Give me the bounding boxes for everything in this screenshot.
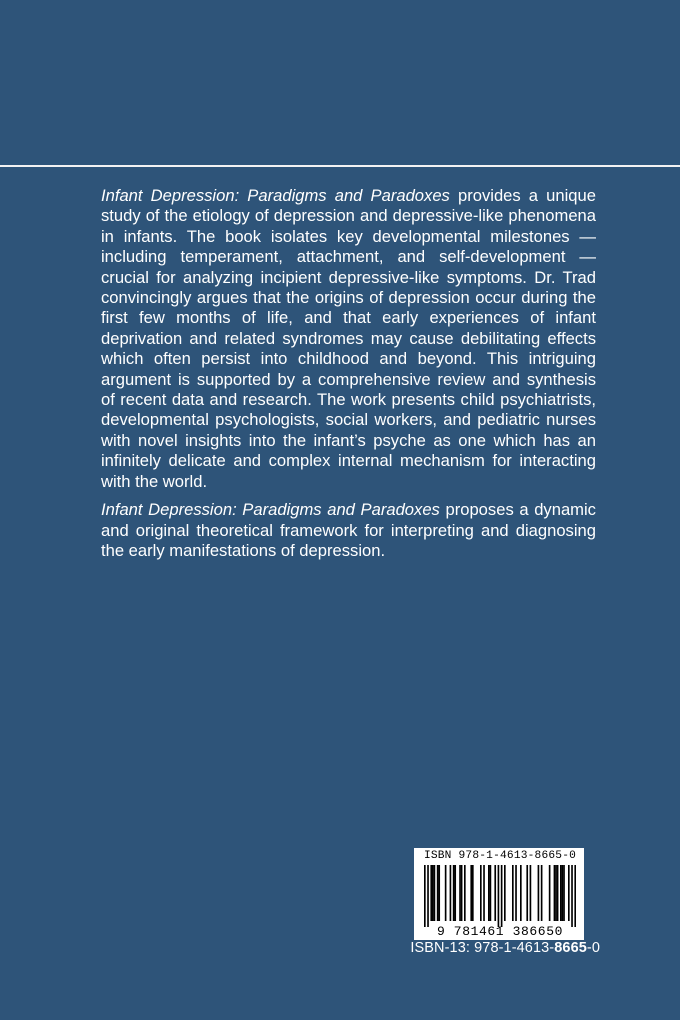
barcode-bar — [438, 865, 440, 921]
barcode-bar — [571, 865, 573, 927]
barcode-bar — [563, 865, 565, 921]
barcode-bar — [515, 865, 517, 921]
back-cover-blurb — [101, 186, 596, 569]
barcode-bar — [472, 865, 474, 921]
barcode-bar — [541, 865, 543, 921]
barcode-bar — [562, 865, 564, 921]
barcode-bar — [498, 865, 500, 927]
book-title-italic: Infant Depression: Paradigms and Paradoxes — [101, 186, 450, 205]
barcode-bar — [574, 865, 576, 927]
barcode-bar — [538, 865, 540, 921]
barcode-bar — [512, 865, 514, 921]
barcode-bar — [483, 865, 485, 921]
barcode-bar — [454, 865, 456, 921]
barcode-bar — [434, 865, 436, 921]
barcode-bar — [461, 865, 463, 921]
book-title-italic: Infant Depression: Paradigms and Paradoxes — [101, 500, 440, 520]
barcode-bar — [470, 865, 472, 921]
barcode-bar — [554, 865, 556, 921]
barcode-bar — [450, 865, 452, 921]
barcode-bar — [437, 865, 439, 921]
blurb-paragraph-1 — [101, 186, 596, 492]
barcode-bar — [459, 865, 461, 921]
isbn-13-line — [405, 940, 600, 956]
horizontal-divider — [0, 165, 680, 167]
barcode-bar — [445, 865, 447, 921]
barcode-bar — [557, 865, 559, 921]
barcode-bar — [494, 865, 496, 921]
barcode-bar — [560, 865, 562, 921]
barcode-icon — [424, 865, 576, 927]
barcode-bar — [501, 865, 503, 927]
barcode-bar — [480, 865, 482, 921]
barcode-bar — [432, 865, 434, 921]
barcode-bar — [526, 865, 528, 921]
barcode-bar — [427, 865, 429, 927]
blurb-paragraph-2-text: proposes a dynamic and original theoretical framework for interpreting and diagnosing the early manifestations of depression. — [101, 500, 596, 560]
isbn-13-suffix: -0 — [586, 940, 600, 956]
barcode-bar — [430, 865, 432, 921]
barcode-digits: 9 781461 386650 — [436, 924, 564, 939]
barcode-bar — [424, 865, 426, 927]
barcode-bar — [490, 865, 492, 921]
barcode-bar — [555, 865, 557, 921]
isbn-13-prefix: ISBN-13: 978-1-4613- — [410, 940, 555, 956]
barcode-bar — [520, 865, 522, 921]
barcode-bar — [568, 865, 570, 921]
blurb-paragraph-2 — [101, 500, 596, 561]
barcode-isbn-label: ISBN 978-1-4613-8665-0 — [423, 850, 577, 862]
barcode-bar — [453, 865, 455, 921]
blurb-paragraph-1-text: provides a unique study of the etiology of depression and depressive-like phenomena in infants. The book isolates key developmental milestones — including temperament, attachment, and self-development — crucial for analyzing incipient depressive-like symptoms. Dr. Trad convincingly argues that the origins of depression occur during the first few months of life, and that early experiences of infant deprivation and related syndromes may cause debilitating effects which often persist into childhood and beyond. This intriguing argument is supported by a comprehensive review and synthesis of recent data and research. The work presents child psychiatrists, developmental psychologists, social workers, and pediatric nurses with novel insights into the infant’s psyche as one which has an infinitely delicate and complex internal mechanism for interacting with the world. — [101, 186, 596, 491]
barcode-box — [414, 848, 584, 940]
barcode-bar — [464, 865, 466, 921]
barcode-bar — [549, 865, 551, 921]
isbn-13-bold: 8665 — [554, 940, 587, 956]
barcode-bar — [488, 865, 490, 921]
barcode-bar — [504, 865, 506, 921]
barcode-bar — [530, 865, 532, 921]
